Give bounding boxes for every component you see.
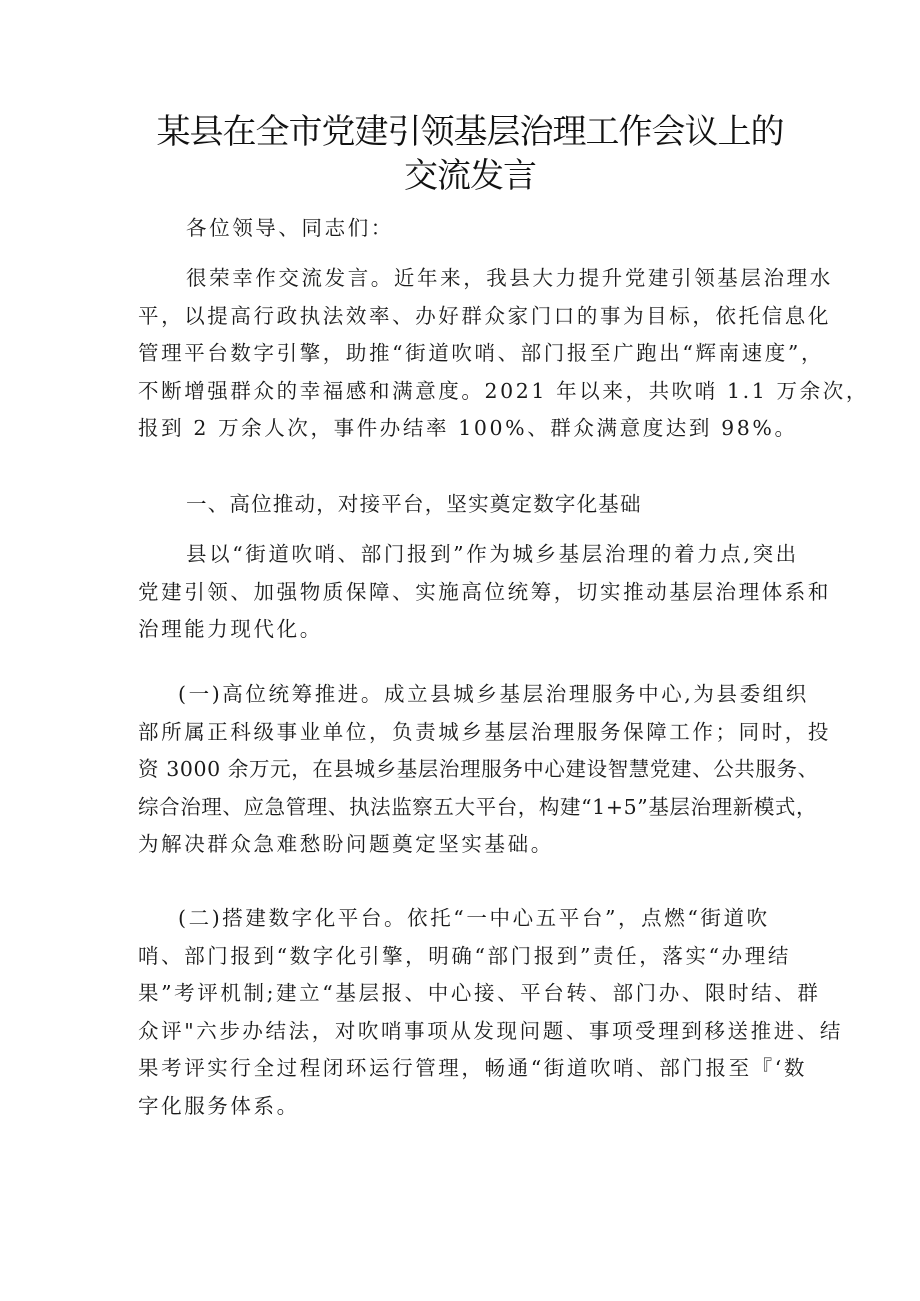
salutation [138, 210, 806, 248]
section-heading-text: 一、高位推动，对接平台，坚实奠定数字化基础 [186, 492, 642, 516]
paragraph-line: 为解决群众急难愁盼问题奠定坚实基础。 [138, 832, 554, 856]
title-line-2: 交流发言 [404, 156, 536, 196]
paragraph-line: 部所属正科级事业单位，负责城乡基层治理服务保障工作；同时，投 [138, 719, 831, 744]
paragraph-line: 综合治理、应急管理、执法监察五大平台，构建“1+5”基层治理新模式， [138, 794, 818, 819]
paragraph-line: 资 3000 余万元，在县城乡基层治理服务中心建设智慧党建、公共服务、 [138, 757, 819, 781]
paragraph-line: 县以“街道吹哨、部门报到”作为城乡基层治理的着力点,突出 [186, 542, 799, 566]
paragraph-line: 治理能力现代化。 [138, 617, 323, 641]
paragraph-line: 不断增强群众的幸福感和满意度。2021 年以来，共吹哨 1.1 万余次， [138, 378, 869, 403]
paragraph-line: 党建引领、加强物质保障、实施高位统筹，切实推动基层治理体系和 [138, 579, 831, 604]
paragraph-line: 果”考评机制;建立“基层报、中心接、平台转、部门办、限时结、群 [138, 981, 821, 1005]
paragraph-subsection-2 [138, 900, 844, 1125]
paragraph-line: 众评"六步办结法，对吹哨事项从发现问题、事项受理到移送推进、结 [138, 1018, 844, 1043]
paragraph-section-1-intro [138, 536, 831, 649]
paragraph-subsection-1 [138, 676, 831, 864]
paragraph-intro [138, 260, 869, 448]
paragraph-line: 报到 2 万余人次，事件办结率 100%、群众满意度达到 98%。 [138, 416, 798, 440]
paragraph-line: 很荣幸作交流发言。近年来，我县大力提升党建引领基层治理水 [186, 266, 833, 290]
paragraph-line: 平，以提高行政执法效率、办好群众家门口的事为目标，依托信息化 [138, 303, 831, 328]
salutation-text: 各位领导、同志们： [186, 216, 394, 240]
title-line-1: 某县在全市党建引领基层治理工作会议上的 [156, 112, 784, 152]
paragraph-line: (一)高位统筹推进。成立县城乡基层治理服务中心,为县委组织 [178, 682, 809, 706]
paragraph-line: 果考评实行全过程闭环运行管理，畅通“街道吹哨、部门报至『‘数 [138, 1056, 807, 1080]
section-heading-1 [138, 486, 806, 524]
paragraph-line: 哨、部门报到“数字化引擎，明确“部门报到”责任，落实“办理结 [138, 943, 791, 968]
document-title [140, 110, 800, 198]
paragraph-line: 字化服务体系。 [138, 1093, 300, 1118]
paragraph-line: (二)搭建数字化平台。依托“一中心五平台”，点燃“街道吹 [178, 906, 770, 930]
paragraph-line: 管理平台数字引擎，助推“街道吹哨、部门报至广跑出“辉南速度”， [138, 341, 825, 365]
